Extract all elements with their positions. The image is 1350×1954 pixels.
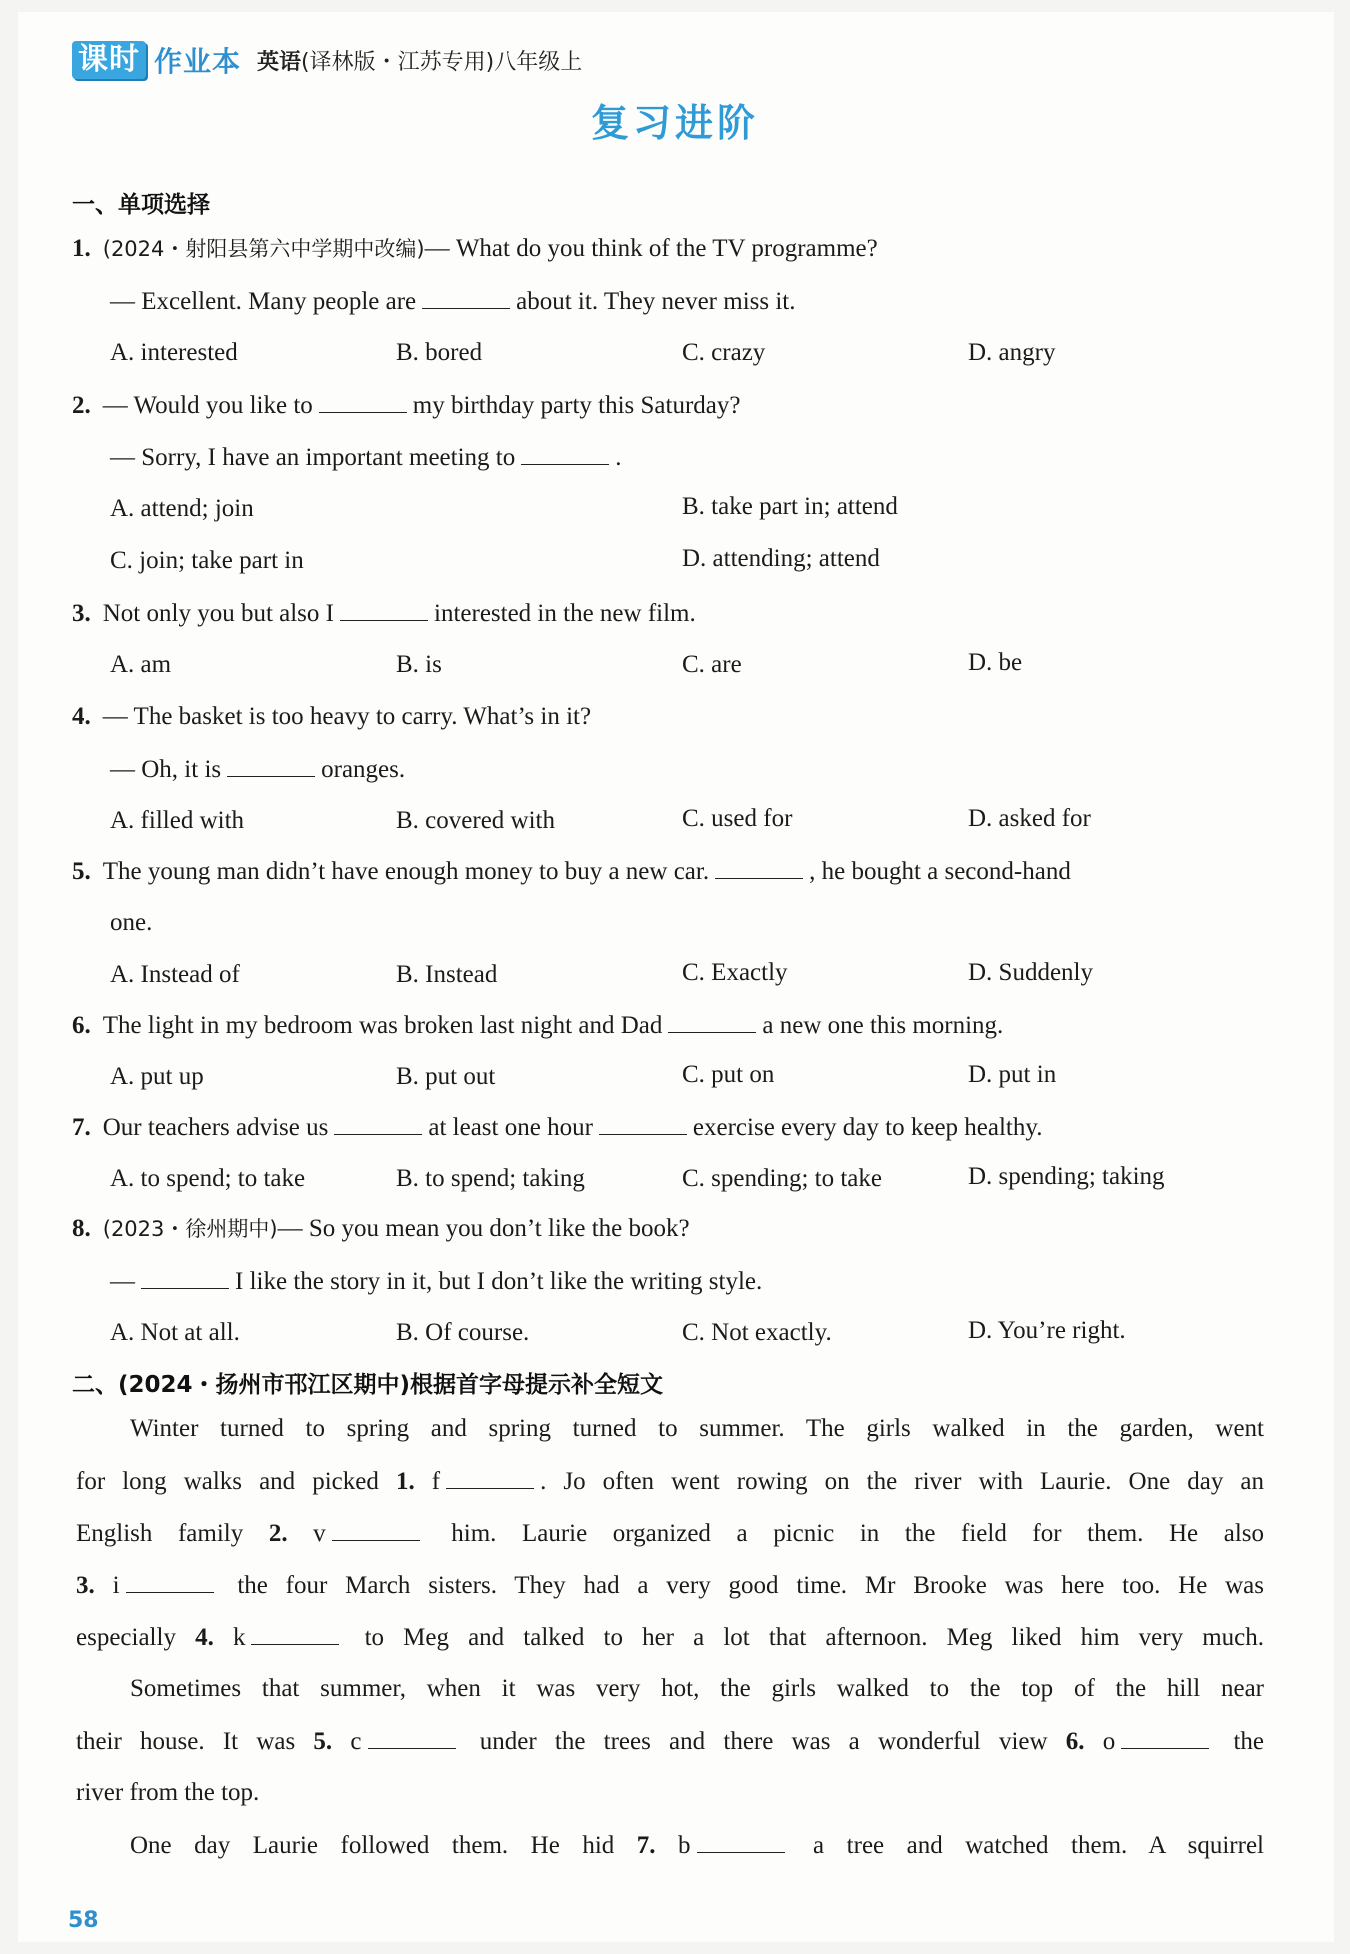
subject-edition: (译林版・江苏专用)八年级上 bbox=[301, 49, 583, 75]
passage-line-4: 3. i the four March sisters. They had a very good time. Mr Brooke was here too. He was bbox=[76, 1568, 1264, 1603]
passage-blank-6[interactable] bbox=[1121, 1724, 1209, 1749]
q8-source: (2023・徐州期中) bbox=[102, 1217, 278, 1241]
q5-option-a[interactable]: A. Instead of bbox=[110, 961, 240, 988]
q7-option-a[interactable]: A. to spend; to take bbox=[110, 1165, 306, 1192]
section2-title: 二、(2024・扬州市邗江区期中)根据首字母提示补全短文 bbox=[72, 1372, 664, 1398]
passage-line-6: Sometimes that summer, when it was very hot, the girls walked to the top of the hill near bbox=[130, 1675, 1264, 1702]
q6-option-d[interactable]: D. put in bbox=[968, 1061, 1057, 1088]
passage-line-7: their house. It was 5. c under the trees and there was a wonderful view 6. o the bbox=[76, 1724, 1264, 1759]
q6-line1: 6. The light in my bedroom was broken last night and Dad a new one this morning. bbox=[72, 1008, 1003, 1043]
q2-line1: 2. — Would you like to my birthday party this Saturday? bbox=[72, 388, 741, 423]
passage-blank-2[interactable] bbox=[332, 1516, 420, 1541]
q1-text: — What do you think of the TV programme? bbox=[424, 235, 878, 262]
q5-option-d[interactable]: D. Suddenly bbox=[968, 959, 1093, 986]
q3-option-a[interactable]: A. am bbox=[110, 651, 172, 678]
q4-option-d[interactable]: D. asked for bbox=[968, 805, 1091, 832]
q2-option-c[interactable]: C. join; take part in bbox=[110, 547, 304, 574]
q8-number: 8. bbox=[72, 1215, 91, 1242]
subject-name: 英语 bbox=[257, 49, 302, 75]
q6-blank[interactable] bbox=[668, 1008, 756, 1033]
q2-option-a[interactable]: A. attend; join bbox=[110, 495, 254, 522]
q8-option-d[interactable]: D. You’re right. bbox=[968, 1317, 1126, 1344]
q8-line1: 8. (2023・徐州期中)— So you mean you don’t like the book? bbox=[72, 1215, 690, 1242]
q5-number: 5. bbox=[72, 858, 91, 885]
q6-number: 6. bbox=[72, 1012, 91, 1039]
q7-line1: 7. Our teachers advise us at least one hour exercise every day to keep healthy. bbox=[72, 1110, 1043, 1145]
q7-number: 7. bbox=[72, 1114, 91, 1141]
passage-line-1: Winter turned to spring and spring turned to summer. The girls walked in the garden, went bbox=[130, 1415, 1264, 1442]
q1-option-c[interactable]: C. crazy bbox=[682, 339, 766, 366]
passage-line-2: for long walks and picked 1. f . Jo often went rowing on the river with Laurie. One day an bbox=[76, 1464, 1264, 1499]
q2-blank1[interactable] bbox=[319, 388, 407, 413]
q8-option-c[interactable]: C. Not exactly. bbox=[682, 1319, 832, 1346]
q8-line2: — I like the story in it, but I don’t like the writing style. bbox=[110, 1264, 762, 1299]
passage-line-9: One day Laurie followed them. He hid 7. b a tree and watched them. A squirrel bbox=[130, 1828, 1264, 1863]
q3-blank[interactable] bbox=[340, 596, 428, 621]
q8-option-a[interactable]: A. Not at all. bbox=[110, 1319, 240, 1346]
q5-blank[interactable] bbox=[715, 854, 803, 879]
q3-line1: 3. Not only you but also I interested in the new film. bbox=[72, 596, 696, 631]
passage-line-8: river from the top. bbox=[76, 1779, 260, 1806]
q4-option-c[interactable]: C. used for bbox=[682, 805, 793, 832]
page-title: 复习进阶 bbox=[590, 101, 759, 145]
q4-line1: 4. — The basket is too heavy to carry. What’s in it? bbox=[72, 703, 592, 730]
q1-source: (2024・射阳县第六中学期中改编) bbox=[102, 237, 425, 261]
q2-line2: — Sorry, I have an important meeting to . bbox=[110, 440, 621, 475]
brand-logo bbox=[72, 40, 241, 80]
passage-blank-4[interactable] bbox=[251, 1620, 339, 1645]
q3-option-d[interactable]: D. be bbox=[968, 649, 1023, 676]
q4-option-a[interactable]: A. filled with bbox=[110, 807, 245, 834]
q6-option-c[interactable]: C. put on bbox=[682, 1061, 775, 1088]
q1-line2: — Excellent. Many people are about it. They never miss it. bbox=[110, 284, 796, 319]
q2-option-d[interactable]: D. attending; attend bbox=[682, 545, 880, 572]
q5-option-b[interactable]: B. Instead bbox=[396, 961, 498, 988]
q1-number: 1. bbox=[72, 235, 91, 262]
brand-box: 课时 bbox=[72, 41, 146, 79]
q1-option-b[interactable]: B. bored bbox=[396, 339, 483, 366]
passage-blank-1[interactable] bbox=[446, 1464, 534, 1489]
q6-option-b[interactable]: B. put out bbox=[396, 1063, 496, 1090]
q4-option-b[interactable]: B. covered with bbox=[396, 807, 555, 834]
q5-option-c[interactable]: C. Exactly bbox=[682, 959, 788, 986]
q1-option-a[interactable]: A. interested bbox=[110, 339, 238, 366]
passage-blank-7[interactable] bbox=[697, 1828, 785, 1853]
subject-label bbox=[257, 45, 582, 76]
q3-option-b[interactable]: B. is bbox=[396, 651, 442, 678]
q5-line2: one. bbox=[110, 909, 153, 936]
q1-option-d[interactable]: D. angry bbox=[968, 339, 1056, 366]
q8-blank[interactable] bbox=[141, 1264, 229, 1289]
q4-number: 4. bbox=[72, 703, 91, 730]
q7-option-b[interactable]: B. to spend; taking bbox=[396, 1165, 585, 1192]
q7-blank1[interactable] bbox=[334, 1110, 422, 1135]
q7-blank2[interactable] bbox=[599, 1110, 687, 1135]
passage-blank-5[interactable] bbox=[368, 1724, 456, 1749]
q4-blank[interactable] bbox=[227, 752, 315, 777]
q3-option-c[interactable]: C. are bbox=[682, 651, 742, 678]
q6-option-a[interactable]: A. put up bbox=[110, 1063, 204, 1090]
q8-option-b[interactable]: B. Of course. bbox=[396, 1319, 530, 1346]
passage-line-3: English family 2. v him. Laurie organized a picnic in the field for them. He also bbox=[76, 1516, 1264, 1551]
q3-number: 3. bbox=[72, 600, 91, 627]
passage-blank-3[interactable] bbox=[126, 1568, 214, 1593]
q1-blank[interactable] bbox=[422, 284, 510, 309]
section1-title: 一、单项选择 bbox=[72, 192, 210, 218]
brand-text: 作业本 bbox=[154, 45, 242, 78]
q2-number: 2. bbox=[72, 392, 91, 419]
q1-line1 bbox=[72, 232, 878, 266]
q7-option-c[interactable]: C. spending; to take bbox=[682, 1165, 882, 1192]
page-number: 58 bbox=[68, 1908, 99, 1933]
header bbox=[72, 40, 582, 80]
q2-blank2[interactable] bbox=[521, 440, 609, 465]
q5-line1: 5. The young man didn’t have enough money to buy a new car. , he bought a second-hand bbox=[72, 854, 1071, 889]
q7-option-d[interactable]: D. spending; taking bbox=[968, 1163, 1165, 1190]
passage-line-5: especially 4. k to Meg and talked to her a lot that afternoon. Meg liked him very much. bbox=[76, 1620, 1264, 1655]
q4-line2: — Oh, it is oranges. bbox=[110, 752, 405, 787]
q2-option-b[interactable]: B. take part in; attend bbox=[682, 493, 898, 520]
